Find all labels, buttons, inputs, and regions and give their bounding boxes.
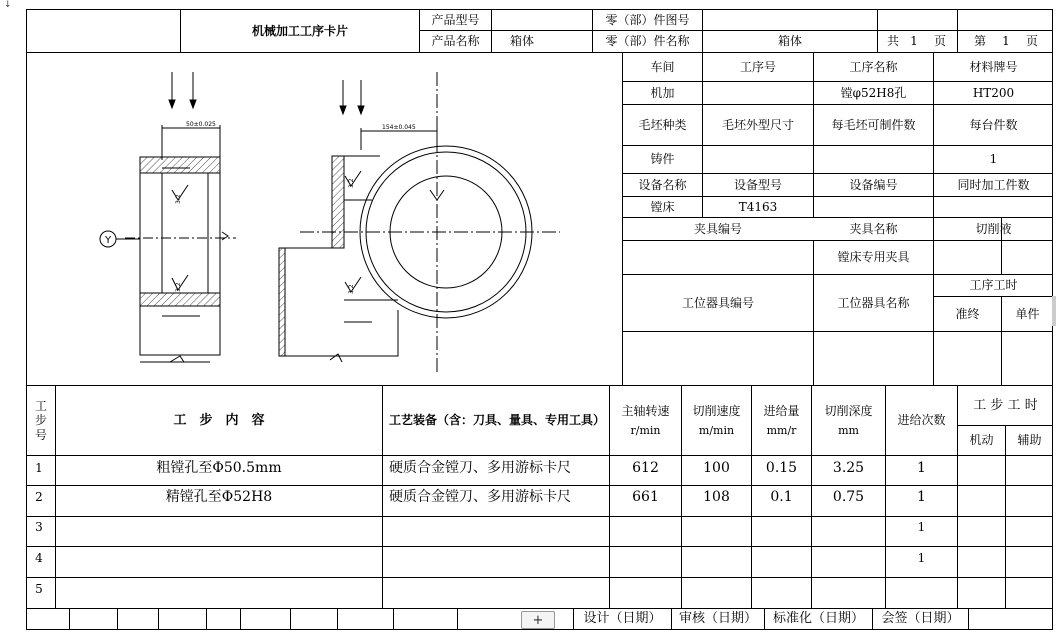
step-depth[interactable]: 3.25 [832, 459, 865, 476]
review-date-label: 审核（日期） [678, 611, 757, 627]
standard-date-label: 标准化（日期） [772, 611, 864, 627]
step-feed[interactable]: 0.15 [765, 459, 798, 476]
equip-name-label: 设备名称 [638, 177, 687, 192]
countersign-date-label: 会签（日期） [881, 611, 960, 627]
op-name-label: 工序名称 [849, 59, 898, 74]
scrollbar-thumb[interactable] [1052, 296, 1056, 326]
prep-label: 准终 [955, 306, 980, 321]
step-no-header [27, 386, 55, 455]
equipment-header-text: 工艺装备（含：刀具、量具、专用工具） [389, 413, 606, 428]
blank-size-label: 毛坯外型尺寸 [721, 117, 794, 132]
op-no-label: 工序号 [739, 59, 776, 74]
station-tool-no-label: 工位器具编号 [681, 295, 754, 310]
roughness-4: 3.2 [348, 284, 355, 294]
feed-header-unit: mm/r [766, 424, 797, 438]
step-speed[interactable]: 612 [632, 459, 659, 476]
aux-time-header: 辅助 [1017, 433, 1042, 448]
speed-header-label: 主轴转速 [621, 403, 670, 418]
equip-no-label: 设备编号 [849, 177, 898, 192]
speed-header-unit: r/min [630, 424, 661, 438]
step-passes[interactable]: 1 [917, 488, 926, 505]
equip-name-value[interactable]: 镗床 [650, 199, 675, 214]
material-label: 材料牌号 [969, 59, 1018, 74]
card-title: 机械加工工序卡片 [251, 23, 348, 38]
blank-type-value[interactable]: 铸件 [650, 152, 675, 167]
unit-time-label: 单件 [1015, 306, 1040, 321]
simul-label: 同时加工件数 [957, 177, 1030, 192]
page-label: 第 [973, 34, 986, 49]
dim-left-top: 50±0.025 [186, 121, 216, 128]
material-value[interactable]: HT200 [972, 85, 1015, 100]
part-drawing-no-value[interactable] [703, 10, 877, 30]
step-no-char-2: 步 [34, 413, 47, 428]
step-passes[interactable]: 1 [917, 550, 926, 565]
product-model-value[interactable] [492, 10, 592, 30]
cut-speed-header-label: 切削速度 [692, 403, 741, 418]
fixture-name-label: 夹具名称 [849, 221, 898, 236]
machine-time-header: 机动 [969, 433, 994, 448]
cut-speed-header-unit: m/min [698, 424, 735, 438]
passes-header: 进给次数 [897, 413, 946, 428]
step-no: 2 [35, 489, 43, 504]
step-cut-speed[interactable]: 108 [703, 488, 730, 505]
part-name-value[interactable]: 箱体 [777, 34, 802, 49]
step-no-char-1: 工 [34, 398, 47, 413]
corner-marker-icon: ↓ [4, 0, 12, 10]
product-name-value[interactable]: 箱体 [509, 34, 534, 49]
step-no: 1 [35, 460, 43, 475]
step-depth[interactable]: 0.75 [832, 488, 865, 505]
per-blank-label: 每毛坯可制件数 [831, 117, 916, 132]
product-name-label: 产品名称 [431, 34, 480, 49]
coolant-label: 切削液 [975, 221, 1012, 236]
fixture-name-value[interactable]: 镗床专用夹具 [837, 250, 910, 265]
depth-header [812, 386, 885, 455]
roughness-1: 3.2 [175, 194, 182, 204]
product-model-label: 产品型号 [431, 12, 480, 27]
workshop-label: 车间 [650, 59, 675, 74]
total-page-word: 页 [933, 34, 946, 49]
depth-header-label: 切削深度 [824, 403, 873, 418]
per-unit-value[interactable]: 1 [989, 152, 998, 167]
speed-header [610, 386, 681, 455]
design-date-label: 设计（日期） [583, 611, 662, 627]
step-equipment[interactable]: 硬质合金镗刀、多用游标卡尺 [389, 459, 571, 476]
cut-speed-header [682, 386, 751, 455]
step-passes[interactable]: 1 [917, 519, 926, 534]
step-time-header: 工 步 工 时 [973, 397, 1038, 413]
op-time-label: 工序工时 [969, 278, 1018, 293]
step-cut-speed[interactable]: 100 [703, 459, 730, 476]
equip-model-label: 设备型号 [733, 177, 782, 192]
depth-header-unit: mm [838, 424, 859, 438]
roughness-3: 3.2 [348, 178, 355, 188]
step-no-char-3: 号 [34, 427, 47, 442]
y-view-label: Y [105, 235, 112, 246]
equipment-header [383, 386, 609, 455]
blank-type-label: 毛坯种类 [638, 117, 687, 132]
fixture-no-label: 夹具编号 [693, 221, 742, 236]
step-content-header: 工 步 内 容 [173, 412, 265, 428]
page-value[interactable]: 1 [1002, 34, 1010, 49]
workshop-value[interactable]: 机加 [650, 85, 675, 100]
step-passes[interactable]: 1 [917, 459, 926, 476]
part-name-label: 零（部）件名称 [605, 34, 690, 49]
station-tool-name-label: 工位器具名称 [837, 295, 910, 310]
op-no-value[interactable] [703, 82, 813, 104]
dim-right-top: 154±0.045 [382, 124, 416, 131]
feed-header-label: 进给量 [763, 403, 800, 418]
op-name-value[interactable]: 镗φ52H8孔 [840, 85, 907, 100]
step-content[interactable]: 粗镗孔至Φ50.5mm [156, 459, 282, 476]
step-no: 5 [35, 581, 43, 596]
step-content[interactable]: 精镗孔至Φ52H8 [165, 488, 273, 505]
step-no: 4 [35, 550, 43, 565]
equip-model-value[interactable]: T4163 [738, 199, 778, 214]
per-unit-label: 每台件数 [969, 117, 1018, 132]
step-feed[interactable]: 0.1 [770, 488, 793, 505]
part-drawing-no-label: 零（部）件图号 [605, 12, 690, 27]
total-value[interactable]: 1 [910, 34, 918, 49]
total-label: 共 [886, 34, 899, 49]
step-no: 3 [35, 519, 43, 534]
page-word: 页 [1025, 34, 1038, 49]
feed-header [752, 386, 811, 455]
add-sheet-button[interactable]: + [521, 611, 555, 629]
roughness-2: 3.2 [175, 282, 182, 292]
step-equipment[interactable]: 硬质合金镗刀、多用游标卡尺 [389, 488, 571, 505]
step-speed[interactable]: 661 [632, 488, 659, 505]
